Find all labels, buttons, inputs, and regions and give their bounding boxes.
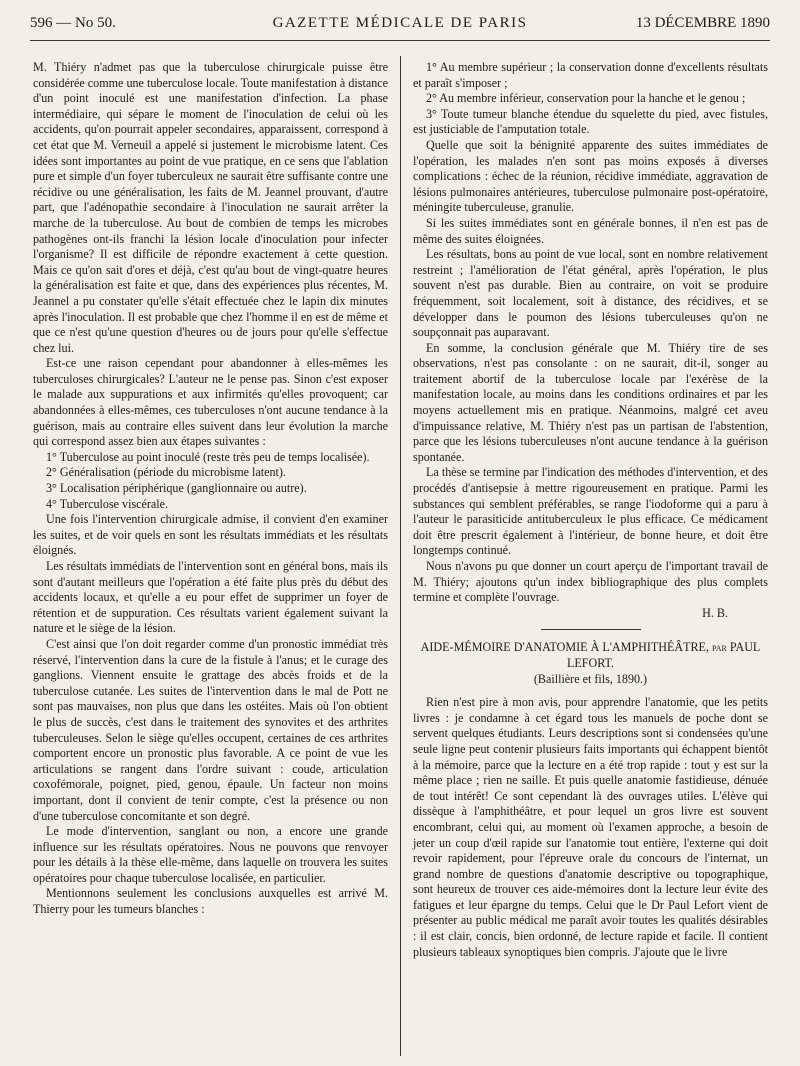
journal-title: GAZETTE MÉDICALE DE PARIS xyxy=(272,15,528,31)
paragraph: C'est ainsi que l'on doit regarder comme d'un pronostic immédiat très réservé, l'intervention dans la cure de la fistule à l'anus; et le curage des ganglions. Viennent ensuite le grattage des abcès froids et de la tuberculose cutanée. Les suites de l'intervention dans le mal de Pott ne sont pas mauvaises, non plus que dans les ostéites. Mais où l'on obtient le plus de succès, c'est dans le traitement des synovites et des arthrites tuberculeuses. Selon le siège qu'elles occupent, certaines de ces arthrites comportent encore un pronostic plus favorable. A ce point de vue les articulations se rangent dans l'ordre suivant : coude, articulation coxofémorale, poignet, pied, genou, épaule. Un facteur non moins important, dont il convient de tenir compte, c'est la présence ou non d'une tuberculose concomitante et son degré. xyxy=(33,636,388,823)
paragraph: Rien n'est pire à mon avis, pour apprendre l'anatomie, que les petits livres : je condamne à cet égard tous les manuels de poche dont se servent quelques étudiants. Leurs descriptions sont si condensées qu'une seule ligne peut contenir plusieurs faits importants qui échappent bientôt à la mémoire, parce que la lecture en a été trop rapide : tout y est sur la même place ; rien ne saille. Et puis quelle anatomie fastidieuse, dénuée de tout intérêt! Ce sont cependant là des ouvrages utiles. L'élève qui dissèque à l'amphithéâtre, et pour lequel un gros livre est souvent encombrant, celui qui, au moment où l'examen approche, a besoin de jeter un coup d'œil rapide sur l'anatomie tout entière, l'externe qui doit revoir rapidement, pour l'épreuve orale du concours de l'internat, un grand nombre de questions d'anatomie descriptive ou topographique, sont heureux de trouver ces aide-mémoires dont la lecture leur évite des fatigues et leur épargne du temps. Celui que le Dr Paul Lefort vient de présenter au public médical me paraît avoir toutes les qualités désirables : il est clair, concis, bien ordonné, de lecture rapide et facile. Il contient plusieurs tableaux synoptiques bien compris. J'ajoute que le livre xyxy=(413,695,768,959)
list-item: 1° Au membre supérieur ; la conservation donne d'excellents résultats et paraît s'imposer ; xyxy=(413,60,768,90)
paragraph: M. Thiéry n'admet pas que la tuberculose chirurgicale puisse être considérée comme une tuberculose locale. Toute manifestation à distance d'un point inoculé est une manifestation d'infection. La phase intermédiaire, qui sépare le moment de l'inoculation de celui où les accidents, qu'on pourrait appeler secondaires, apparaissent, correspond à cet état que M. Verneuil a appelé si justement le microbisme latent. Ces idées sont importantes au point de vue pratique, en ce sens que l'ablation pure et simple d'un foyer tuberculeux ne saurait être suffisante contre une récidive ou une généralisation, les faits de M. Jeannel prouvant, d'autre part, que l'adénopathie secondaire à l'inoculation ne saurait arrêter la marche de la tuberculose. Au bout de combien de temps les microbes pathogènes ont-ils franchi la lésion locale d'inoculation pour infecter l'organisme? Il est difficile de répondre exactement à cette question. Mais ce qu'on sait d'ores et déjà, c'est qu'au bout de vingt-quatre heures la généralisation est faite et que, dans des expériences plus récentes, M. Jeannel a pu constater qu'elle s'était effectuée chez le lapin dix minutes après l'inoculation. Il est probable que chez l'homme il en est de même et que ce n'est qu'une question d'heures ou de jours pour qu'elle s'effectue chez lui. xyxy=(33,60,388,355)
column-divider xyxy=(400,56,401,1056)
paragraph: La thèse se termine par l'indication des méthodes d'intervention, et des procédés d'antisepsie à mettre rigoureusement en pratique. Parmi les substances qui semblent préférables, se range l'iodoforme qui a paru à l'auteur le parasiticide antituberculeux le plus efficace. Ce médicament doit être prescrit également à l'intérieur, de bonne heure, et doit être longtemps continué. xyxy=(413,465,768,558)
issue-date: 13 DÉCEMBRE 1890 xyxy=(635,15,770,31)
list-item: 2° Généralisation (période du microbisme latent). xyxy=(46,465,286,480)
list-item: 4° Tuberculose viscérale. xyxy=(46,496,169,511)
review-title: AIDE-MÉMOIRE D'ANATOMIE À L'AMPHITHÉÂTRE, par PAUL LEFORT. xyxy=(420,640,761,670)
list-item: 1° Tuberculose au point inoculé (reste très peu de temps localisée). xyxy=(46,449,370,464)
paragraph: Le mode d'intervention, sanglant ou non, a encore une grande influence sur les résultats opératoires. Nous ne pouvons que renvoyer pour les détails à la thèse elle-même, dans laquelle on trouvera les suites opératoires pour chaque tuberculose localisée, en particulier. xyxy=(33,824,388,885)
right-column xyxy=(413,60,768,960)
review-publisher: (Baillière et fils, 1890.) xyxy=(533,671,648,686)
section-separator xyxy=(541,629,641,630)
page-header xyxy=(30,12,770,34)
paragraph: Nous n'avons pu que donner un court aperçu de l'important travail de M. Thiéry; ajoutons qu'un index bibliographique des plus complets termine et complète l'ouvrage. xyxy=(413,559,768,605)
paragraph: Est-ce une raison cependant pour abandonner à elles-mêmes les tuberculoses chirurgicales? L'auteur ne le pense pas. Sinon c'est exposer le malade aux suppurations et aux infirmités qu'elles provoquent; car abandonnées à elles-mêmes, ces tuberculoses n'ont aucune tendance à la guérison, mais au contraire elles suivent dans leur évolution la marche qui correspond assez bien aux étapes suivantes : xyxy=(33,356,388,449)
paragraph: Une fois l'intervention chirurgicale admise, il convient d'en examiner les suites, et de voir quels en sont les résultats immédiats et les résultats éloignés. xyxy=(33,512,388,558)
paragraph: Si les suites immédiates sont en générale bonnes, il n'en est pas de même des suites éloignées. xyxy=(413,215,768,246)
left-column xyxy=(33,60,388,918)
paragraph: Les résultats, bons au point de vue local, sont en nombre relativement restreint ; l'amélioration de l'état général, après l'opération, le plus souvent n'est pas durable. Bien au contraire, on voit se produire fréquemment, soit localement, soit à distance, des récidives, et se développer dans le poumon des lésions tuberculeuses qu'on ne soupçonnait pas auparavant. xyxy=(413,247,768,340)
list-item: 2° Au membre inférieur, conservation pour la hanche et le genou ; xyxy=(426,91,746,106)
list-item: 3° Toute tumeur blanche étendue du squelette du pied, avec fistules, est justiciable de l'amputation totale. xyxy=(413,106,768,137)
header-rule xyxy=(30,40,770,41)
paragraph: En somme, la conclusion générale que M. Thiéry tire de ses observations, n'est pas consolante : on ne saurait, dit-il, songer au traitement abortif de la tuberculose locale par l'exérèse de la manifestation locale, au moins dans les conditions ordinaires et par les moyens actuellement mis en pratique. Néanmoins, malgré cet aveu d'impuissance relative, M. Thiéry n'est pas un partisan de l'abstention, parce que les lésions tuberculeuses n'ont aucune tendance à la guérison spontanée. xyxy=(413,340,768,464)
review-heading xyxy=(413,640,768,687)
paragraph: Quelle que soit la bénignité apparente des suites immédiates de l'opération, les malades n'en sont pas moins exposés à diverses complications : échec de la réunion, récidive immédiate, aggravation de lésions pulmonaires antérieures, tuberculose pulmonaire post-opératoire, méningite tuberculeuse, granulie. xyxy=(413,137,768,215)
list-item: 3° Localisation périphérique (ganglionnaire ou autre). xyxy=(46,481,307,496)
page-number: 596 — No 50. xyxy=(30,15,116,31)
paragraph: Mentionnons seulement les conclusions auxquelles est arrivé M. Thierry pour les tumeurs blanches : xyxy=(33,886,388,917)
paragraph: Les résultats immédiats de l'intervention sont en général bons, mais ils sont d'autant meilleurs que l'opération a été faite plus près du début des accidents locaux, et qu'elle a eu pour effet de supprimer un foyer de rétention et de suppuration. Ces résultats varient également suivant la nature et le siège de la lésion. xyxy=(33,559,388,636)
signature: H. B. xyxy=(702,605,728,620)
